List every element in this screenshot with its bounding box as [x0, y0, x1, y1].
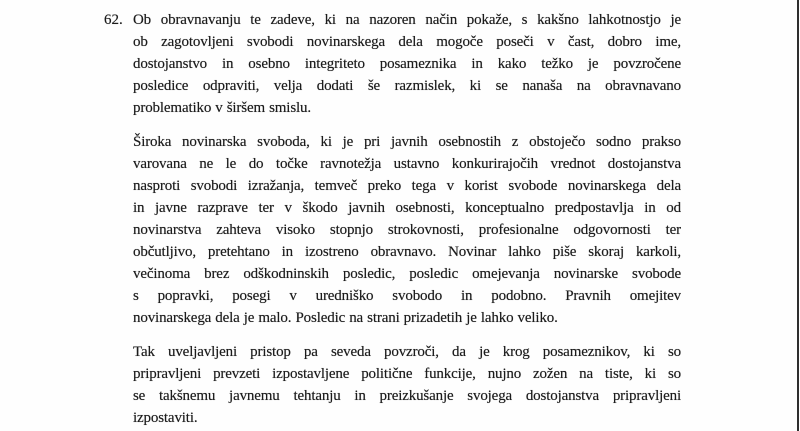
text-line: Tak uveljavljeni pristop pa seveda povzroči, da je krog posameznikov, ki so [133, 344, 681, 360]
text-line: ob zagotovljeni svobodi novinarskega dela mogoče poseči v čast, dobro ime, [133, 34, 681, 50]
text-line: s popravki, posegi v uredniško svobodo in podobno. Pravnih omejitev [133, 288, 681, 304]
text-line: Široka novinarska svoboda, ki je pri javnih osebnostih z obstoječo sodno prakso [133, 134, 681, 150]
text-block [133, 9, 681, 429]
text-line: izpostaviti. [133, 410, 198, 426]
paragraph [133, 341, 681, 429]
text-line: varovana ne le do točke ravnotežja ustavno konkurirajočih vrednot dostojanstva [133, 156, 681, 172]
text-line: se takšnemu javnemu tehtanju in preizkušanje svojega dostojanstva pripravljeni [133, 388, 681, 404]
paragraph [133, 9, 681, 119]
text-line: Ob obravnavanju te zadeve, ki na nazoren način pokaže, s kakšno lahkotnostjo je [133, 12, 681, 28]
paragraph [133, 131, 681, 329]
text-line: pripravljeni prevzeti izpostavljene politične funkcije, nujno zožen na tiste, ki so [133, 366, 681, 382]
text-line: nasproti svobodi izražanja, temveč preko tega v korist svobode novinarskega dela [133, 178, 681, 194]
text-line: občutljivo, pretehtano in izostreno obravnavo. Novinar lahko piše skoraj karkoli, [133, 244, 681, 260]
text-line: novinarstva zahteva visoko stopnjo strokovnosti, profesionalne odgovornosti ter [133, 222, 681, 238]
text-line: in javne razprave ter v škodo javnih osebnosti, konceptualno predpostavlja in od [133, 200, 681, 216]
text-line: dostojanstvo in osebno integriteto posameznika in kako težko je povzročene [133, 56, 681, 72]
text-line: posledice odpraviti, velja dodati še razmislek, ki se nanaša na obravnavano [133, 78, 681, 94]
text-line: problematiko v širšem smislu. [133, 100, 311, 116]
text-line: večinoma brez odškodninskih posledic, posledic omejevanja novinarske svobode [133, 266, 681, 282]
text-line: novinarskega dela je malo. Posledic na strani prizadetih je lahko veliko. [133, 310, 558, 326]
paragraph-number: 62. [104, 12, 123, 28]
page-edge-line [797, 0, 799, 431]
